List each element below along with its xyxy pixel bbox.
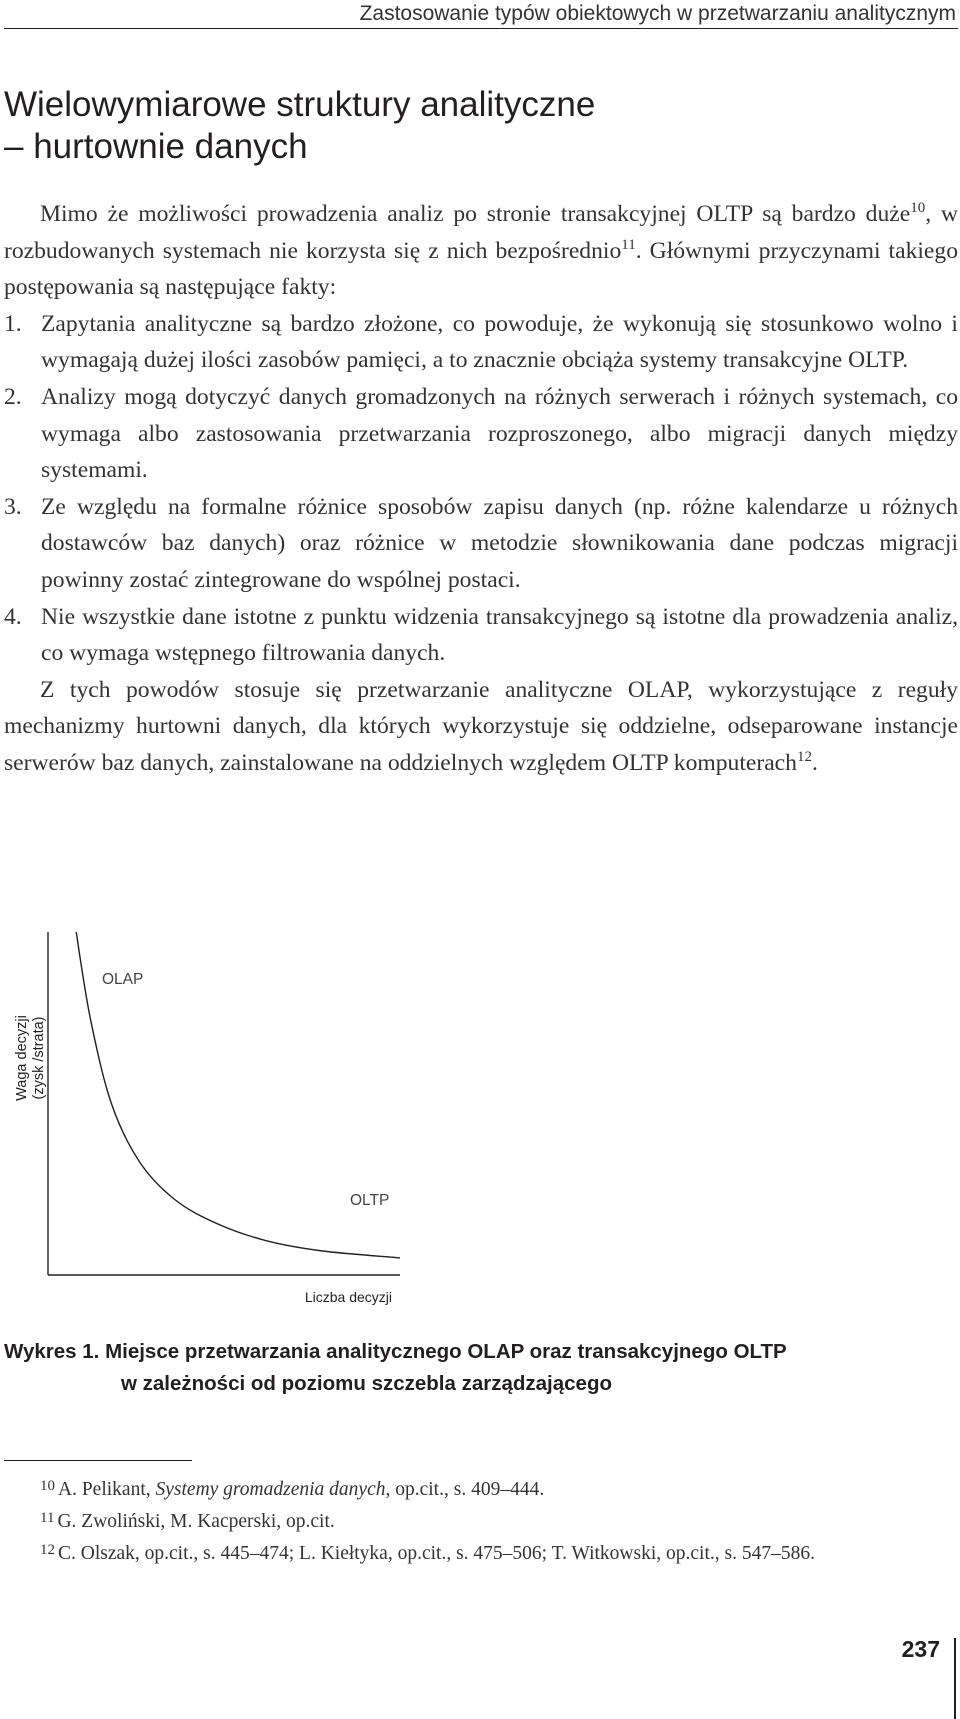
closing-text: Z tych powodów stosuje się przetwarzanie analityczne OLAP, wykorzystujące z reguły mechanizmy hurtowni danych, dla których wykorzystuje się oddzielne, odseparowane instancje serwerów baz danych, zainstalowane na oddzielnych względem OLTP komputerach — [4, 676, 958, 776]
footnote-text-tail: , op.cit., s. 409–444. — [385, 1479, 545, 1500]
list-item-text: Zapytania analityczne są bardzo złożone, co powoduje, że wykonują się stosunkowo wolno i wymagają dużej ilości zasobów pamięci, a to znacznie obciąża systemy transakcyjne OLTP. — [41, 310, 958, 374]
footnote — [40, 1504, 940, 1536]
chapter-title-line-2: – hurtownie danych — [4, 127, 308, 166]
footnote-text: C. Olszak, op.cit., s. 445–474; L. Kiełtyka, op.cit., s. 475–506; T. Witkowski, op.cit., s. 547–586. — [58, 1543, 815, 1564]
caption-text-1: Miejsce przetwarzania analitycznego OLAP oraz transakcyjnego OLTP — [105, 1340, 787, 1363]
caption-line-1 — [4, 1336, 787, 1368]
closing-paragraph — [4, 672, 958, 782]
running-head: Zastosowanie typów obiektowych w przetwarzaniu analitycznym — [359, 2, 956, 25]
list-item — [4, 599, 958, 672]
x-axis-label: Liczba decyzji — [304, 1289, 392, 1305]
footnote-ref-12: 12 — [796, 748, 812, 765]
closing-tail: . — [811, 749, 818, 776]
header-rule — [4, 28, 958, 29]
body-text — [4, 196, 958, 782]
intro-text-a: Mimo że możliwości prowadzenia analiz po stronie transakcyjnej OLTP są bardzo duże — [40, 201, 911, 227]
footnote-ref-11: 11 — [621, 236, 636, 253]
list-item-text: Analizy mogą dotyczyć danych gromadzonych na różnych serwerach i różnych systemach, co wymaga albo zastosowania przetwarzania rozproszonego, albo migracji danych między systemami. — [41, 383, 958, 484]
footnote-mark: 11 — [40, 1510, 55, 1526]
intro-paragraph — [4, 196, 958, 306]
list-item — [4, 306, 958, 379]
annotation-oltp: OLTP — [350, 1192, 390, 1209]
y-axis-label-line-1: Waga decyzji — [14, 1015, 30, 1101]
footnote-text: G. Zwoliński, M. Kacperski, op.cit. — [57, 1511, 335, 1532]
intro-text-b: , w rozbudowanych systemach nie korzysta się z nich bezpośrednio — [4, 201, 958, 264]
footnote-mark: 10 — [40, 1478, 55, 1494]
caption-line-2: w zależności od poziomu szczebla zarządzającego — [121, 1372, 612, 1395]
footnote — [40, 1536, 940, 1568]
annotation-olap: OLAP — [102, 971, 144, 988]
footnote-text: A. Pelikant, — [58, 1479, 156, 1500]
footnote-mark: 12 — [40, 1542, 55, 1558]
intro-text-c: . Głównymi przyczynami takiego postępowania są następujące fakty: — [4, 237, 958, 301]
page-number: 237 — [901, 1636, 940, 1662]
list-item-number: 4. — [4, 603, 22, 630]
figure-caption — [4, 1336, 787, 1400]
list-item — [4, 489, 958, 599]
footnote — [40, 1472, 940, 1504]
list-item-number: 3. — [4, 493, 22, 520]
footnote-title: Systemy gromadzenia danych — [155, 1479, 386, 1500]
list-item-text: Nie wszystkie dane istotne z punktu widzenia transakcyjnego są istotne dla prowadzenia analiz, co wymaga wstępnego filtrowania danych. — [41, 603, 958, 667]
footnote-rule — [4, 1460, 192, 1461]
page-number-rule — [954, 1638, 956, 1719]
list-item-number: 2. — [4, 383, 22, 410]
decision-chart — [0, 920, 420, 1320]
footnotes — [40, 1472, 940, 1568]
y-axis-label — [14, 1015, 47, 1101]
list-item-text: Ze względu na formalne różnice sposobów zapisu danych (np. różne kalendarze u różnych dostawców baz danych) oraz różnice w metodzie słownikowania dane podczas migracji powinny zostać zintegrowane do wspólnej postaci. — [41, 493, 958, 593]
y-axis-label-line-2: (zysk /strata) — [31, 1016, 47, 1100]
caption-label: Wykres 1. — [4, 1340, 100, 1363]
footnote-ref-10: 10 — [910, 200, 926, 216]
list-item-number: 1. — [4, 310, 22, 337]
list-item — [4, 379, 958, 489]
chapter-title-line-1: Wielowymiarowe struktury analityczne — [4, 85, 596, 124]
chapter-title — [4, 84, 595, 168]
